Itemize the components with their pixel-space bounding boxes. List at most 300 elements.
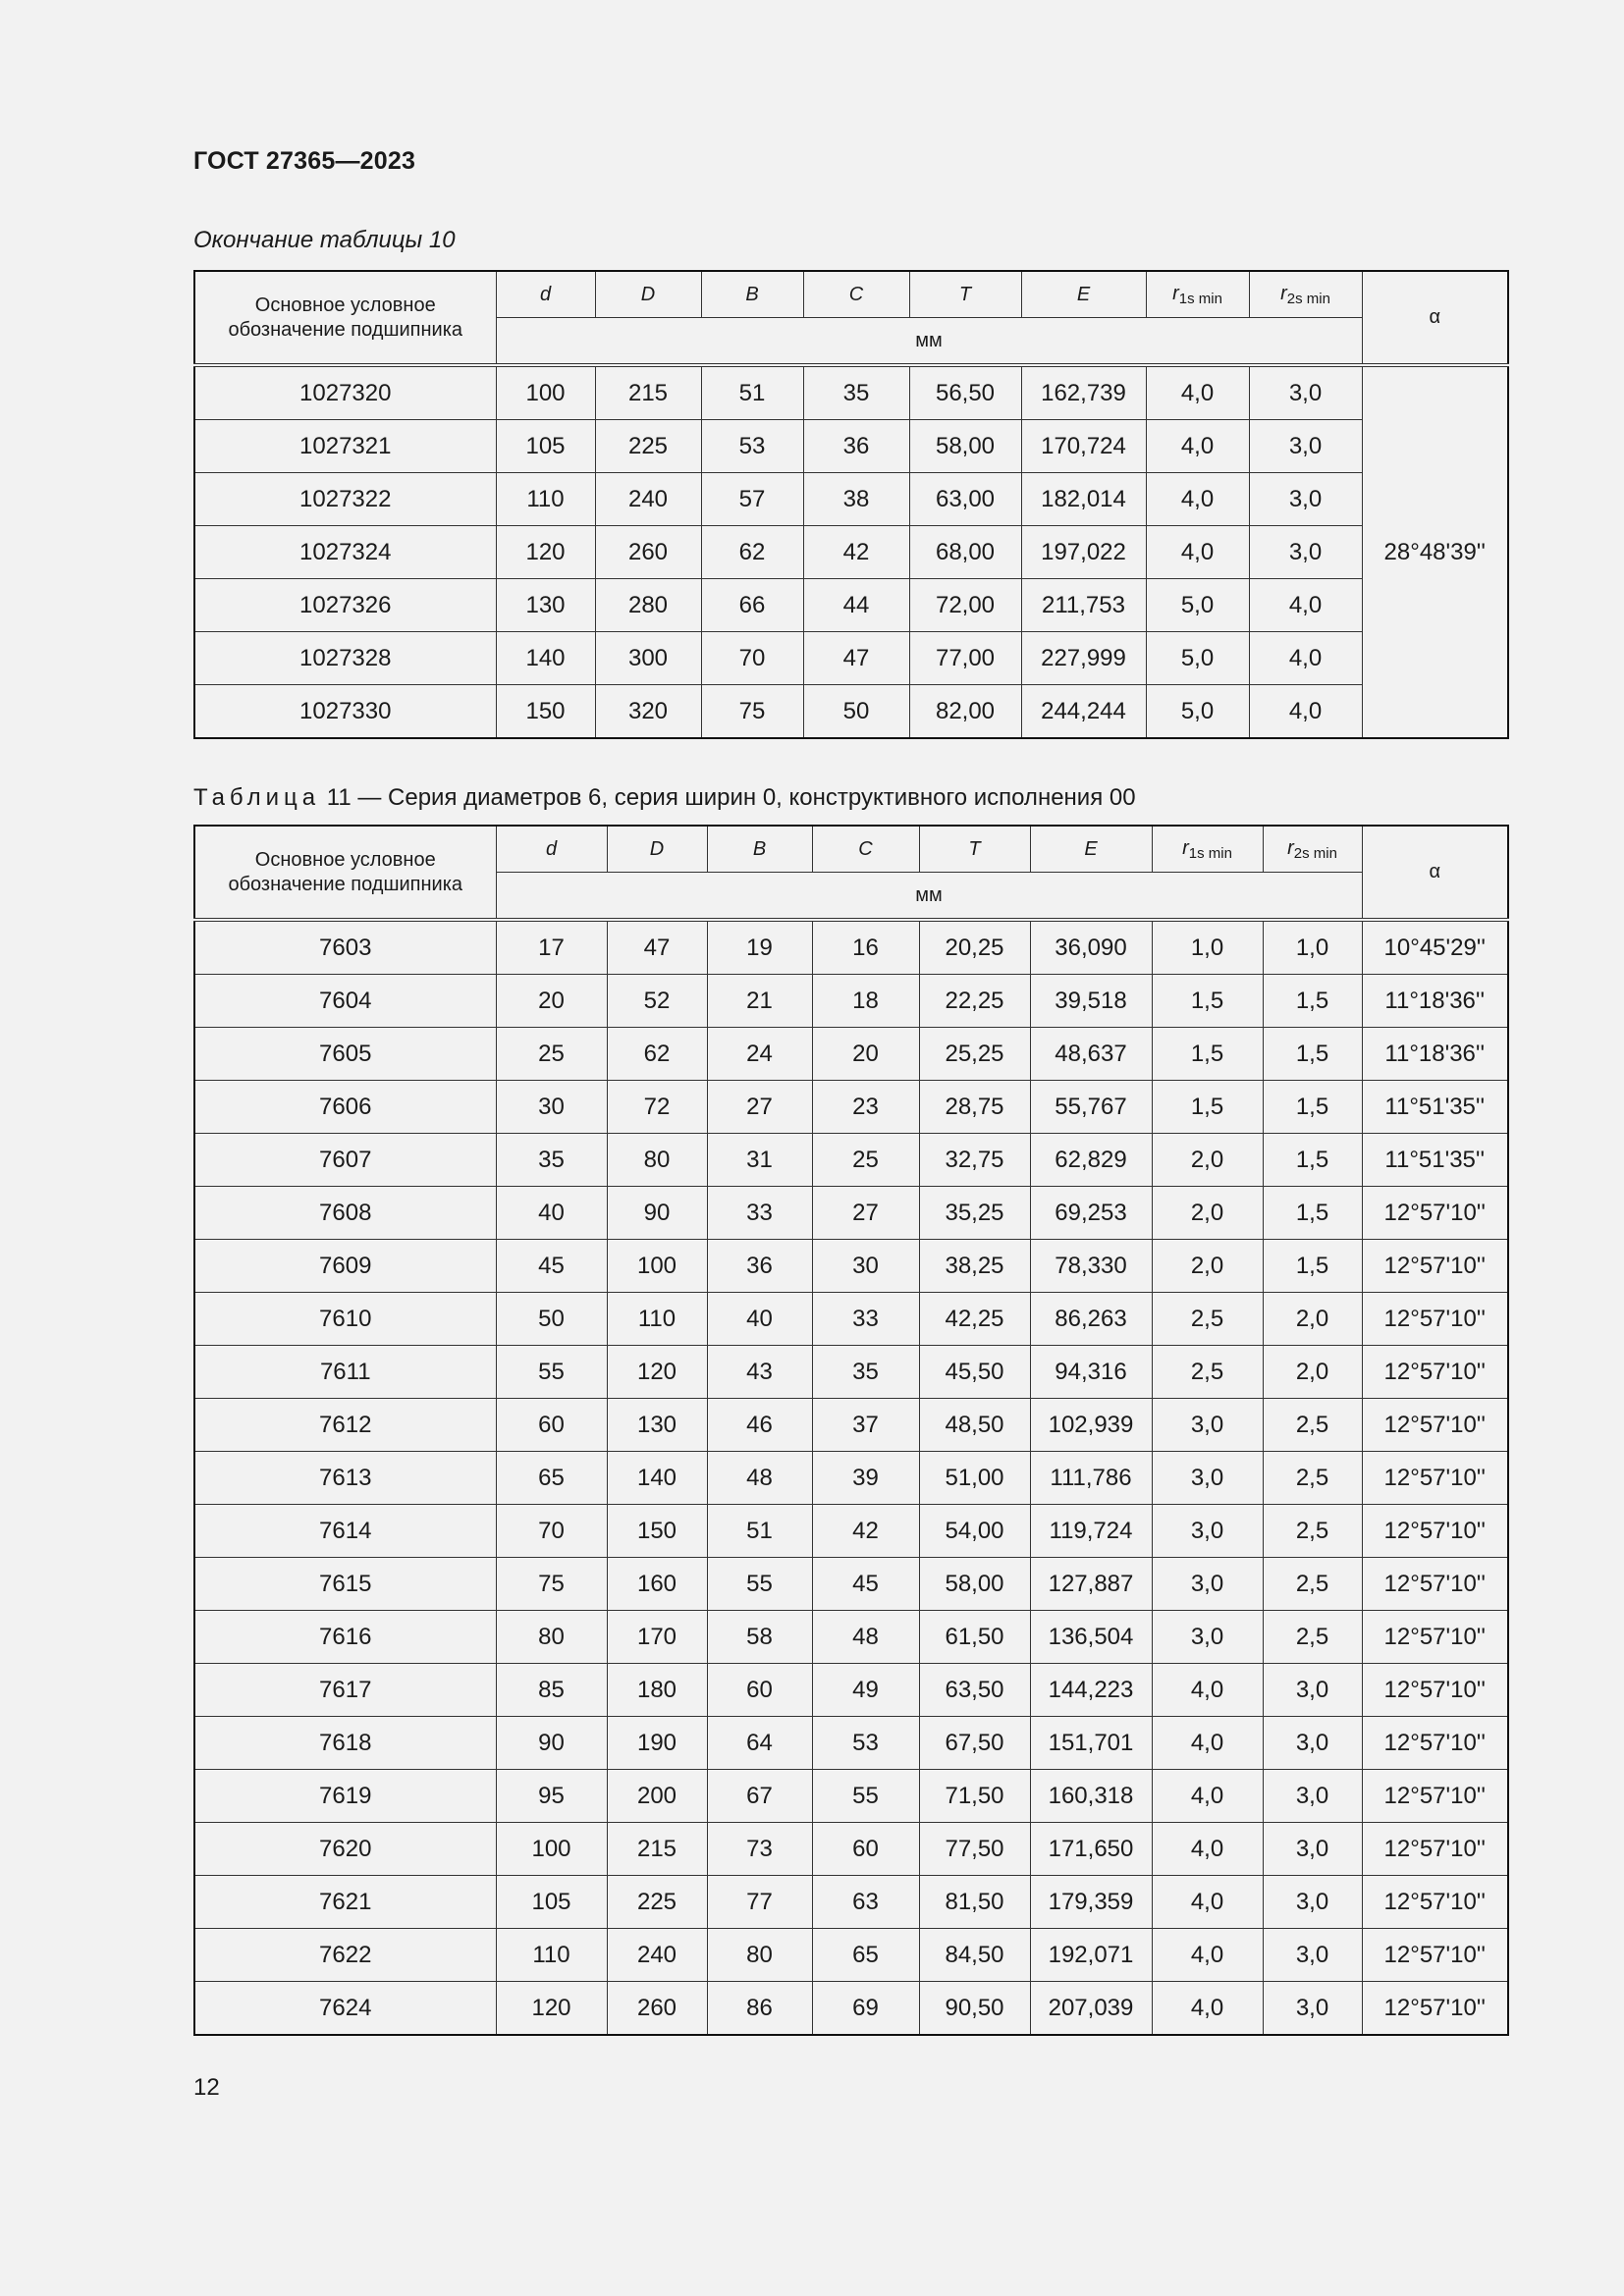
table-cell: 50 xyxy=(803,685,909,739)
table-cell: 51,00 xyxy=(919,1452,1030,1505)
table-cell: 197,022 xyxy=(1021,526,1146,579)
table-row xyxy=(194,526,1508,579)
table-cell: 4,0 xyxy=(1152,1876,1263,1929)
units-header: мм xyxy=(496,318,1362,366)
table-cell: 2,5 xyxy=(1263,1611,1362,1664)
table-cell: 1,5 xyxy=(1263,1187,1362,1240)
table-row xyxy=(194,1717,1508,1770)
table-cell: 144,223 xyxy=(1030,1664,1152,1717)
table-cell: 3,0 xyxy=(1263,1823,1362,1876)
table-cell: 1,0 xyxy=(1152,920,1263,975)
col-D-header: D xyxy=(595,271,701,318)
col-d-header: d xyxy=(496,271,595,318)
table-cell: 1,5 xyxy=(1263,1134,1362,1187)
table-cell: 51 xyxy=(707,1505,812,1558)
table-cell: 207,039 xyxy=(1030,1982,1152,2036)
table-row xyxy=(194,1187,1508,1240)
table-cell: 67 xyxy=(707,1770,812,1823)
alpha-merged-cell: 28°48'39'' xyxy=(1362,365,1508,738)
table-cell: 3,0 xyxy=(1263,1876,1362,1929)
table-cell: 58,00 xyxy=(919,1558,1030,1611)
table-cell: 77,00 xyxy=(909,632,1021,685)
designation-cell: 1027321 xyxy=(194,420,496,473)
table-cell: 68,00 xyxy=(909,526,1021,579)
table-cell: 12°57'10'' xyxy=(1362,1558,1508,1611)
table-cell: 140 xyxy=(496,632,595,685)
table-row xyxy=(194,1664,1508,1717)
table-cell: 45 xyxy=(812,1558,919,1611)
table-cell: 4,0 xyxy=(1249,685,1362,739)
table-cell: 120 xyxy=(496,526,595,579)
table-cell: 25,25 xyxy=(919,1028,1030,1081)
col-B-header: B xyxy=(707,826,812,873)
col-B-header: B xyxy=(701,271,803,318)
designation-cell: 1027330 xyxy=(194,685,496,739)
table-cell: 150 xyxy=(607,1505,707,1558)
table-cell: 63,50 xyxy=(919,1664,1030,1717)
table-cell: 40 xyxy=(707,1293,812,1346)
table-cell: 2,5 xyxy=(1263,1452,1362,1505)
table-row xyxy=(194,975,1508,1028)
table-cell: 25 xyxy=(812,1134,919,1187)
table10-body xyxy=(194,365,1508,738)
col-r1-header: $r_{1s min}$ xyxy=(1152,826,1263,873)
table-cell: 2,5 xyxy=(1263,1505,1362,1558)
table-row xyxy=(194,473,1508,526)
table-cell: 244,244 xyxy=(1021,685,1146,739)
table-cell: 4,0 xyxy=(1249,579,1362,632)
table-cell: 100 xyxy=(496,365,595,420)
designation-cell: 7624 xyxy=(194,1982,496,2036)
table-cell: 150 xyxy=(496,685,595,739)
table-cell: 1,5 xyxy=(1263,975,1362,1028)
table10-caption: Окончание таблицы 10 xyxy=(193,227,456,253)
designation-header: Основное условное обозначение подшипника xyxy=(194,271,496,365)
table-cell: 4,0 xyxy=(1152,1823,1263,1876)
table-cell: 69 xyxy=(812,1982,919,2036)
table-cell: 39,518 xyxy=(1030,975,1152,1028)
table-cell: 12°57'10'' xyxy=(1362,1982,1508,2036)
table-cell: 179,359 xyxy=(1030,1876,1152,1929)
col-r2-header: $r_{2s min}$ xyxy=(1249,271,1362,318)
table-cell: 11°18'36'' xyxy=(1362,1028,1508,1081)
table-row xyxy=(194,1505,1508,1558)
designation-cell: 7607 xyxy=(194,1134,496,1187)
table-cell: 58,00 xyxy=(909,420,1021,473)
table-cell: 1,5 xyxy=(1152,1028,1263,1081)
table-cell: 70 xyxy=(496,1505,607,1558)
table-cell: 12°57'10'' xyxy=(1362,1876,1508,1929)
table-cell: 36 xyxy=(707,1240,812,1293)
table-cell: 49 xyxy=(812,1664,919,1717)
table-cell: 80 xyxy=(607,1134,707,1187)
table-row xyxy=(194,1134,1508,1187)
table-cell: 35 xyxy=(496,1134,607,1187)
table11-caption-label: Таблица xyxy=(193,784,321,811)
table-row xyxy=(194,1823,1508,1876)
table-cell: 170 xyxy=(607,1611,707,1664)
table-cell: 60 xyxy=(707,1664,812,1717)
table-cell: 43 xyxy=(707,1346,812,1399)
table-cell: 22,25 xyxy=(919,975,1030,1028)
table-cell: 12°57'10'' xyxy=(1362,1770,1508,1823)
table-cell: 23 xyxy=(812,1081,919,1134)
designation-cell: 7608 xyxy=(194,1187,496,1240)
table-cell: 4,0 xyxy=(1152,1717,1263,1770)
table-cell: 3,0 xyxy=(1152,1505,1263,1558)
table-cell: 3,0 xyxy=(1263,1770,1362,1823)
table-cell: 2,0 xyxy=(1263,1346,1362,1399)
table-cell: 4,0 xyxy=(1152,1664,1263,1717)
table-cell: 160 xyxy=(607,1558,707,1611)
table-cell: 170,724 xyxy=(1021,420,1146,473)
table-cell: 1,5 xyxy=(1263,1081,1362,1134)
table-cell: 5,0 xyxy=(1146,632,1249,685)
table-cell: 4,0 xyxy=(1146,526,1249,579)
table-row xyxy=(194,1081,1508,1134)
table-cell: 211,753 xyxy=(1021,579,1146,632)
table-cell: 57 xyxy=(701,473,803,526)
designation-cell: 7616 xyxy=(194,1611,496,1664)
table-row xyxy=(194,1876,1508,1929)
table-cell: 38,25 xyxy=(919,1240,1030,1293)
table-cell: 51 xyxy=(701,365,803,420)
designation-cell: 7620 xyxy=(194,1823,496,1876)
table-cell: 12°57'10'' xyxy=(1362,1505,1508,1558)
table-cell: 78,330 xyxy=(1030,1240,1152,1293)
table-cell: 1,5 xyxy=(1152,1081,1263,1134)
table-cell: 75 xyxy=(701,685,803,739)
table-cell: 3,0 xyxy=(1249,526,1362,579)
designation-cell: 7617 xyxy=(194,1664,496,1717)
designation-cell: 7621 xyxy=(194,1876,496,1929)
table-cell: 61,50 xyxy=(919,1611,1030,1664)
table-cell: 56,50 xyxy=(909,365,1021,420)
table-row xyxy=(194,1611,1508,1664)
table-cell: 72 xyxy=(607,1081,707,1134)
table-cell: 54,00 xyxy=(919,1505,1030,1558)
table-cell: 77,50 xyxy=(919,1823,1030,1876)
table-cell: 66 xyxy=(701,579,803,632)
table-cell: 72,00 xyxy=(909,579,1021,632)
table-cell: 12°57'10'' xyxy=(1362,1823,1508,1876)
designation-cell: 7615 xyxy=(194,1558,496,1611)
designation-cell: 1027328 xyxy=(194,632,496,685)
table-row xyxy=(194,685,1508,739)
units-header: мм xyxy=(496,873,1362,921)
table-cell: 33 xyxy=(707,1187,812,1240)
table-cell: 50 xyxy=(496,1293,607,1346)
table-cell: 47 xyxy=(803,632,909,685)
table-cell: 47 xyxy=(607,920,707,975)
designation-cell: 1027326 xyxy=(194,579,496,632)
table-cell: 27 xyxy=(707,1081,812,1134)
table-cell: 81,50 xyxy=(919,1876,1030,1929)
table-cell: 33 xyxy=(812,1293,919,1346)
table-cell: 80 xyxy=(707,1929,812,1982)
table-cell: 35 xyxy=(812,1346,919,1399)
table-cell: 119,724 xyxy=(1030,1505,1152,1558)
table-cell: 62 xyxy=(607,1028,707,1081)
table-cell: 20,25 xyxy=(919,920,1030,975)
table-cell: 3,0 xyxy=(1249,420,1362,473)
table-row xyxy=(194,1452,1508,1505)
table-cell: 3,0 xyxy=(1152,1399,1263,1452)
table-cell: 32,75 xyxy=(919,1134,1030,1187)
table-cell: 62,829 xyxy=(1030,1134,1152,1187)
col-alpha-header: α xyxy=(1362,271,1508,365)
table-cell: 90 xyxy=(607,1187,707,1240)
table-cell: 53 xyxy=(812,1717,919,1770)
table-cell: 95 xyxy=(496,1770,607,1823)
table-cell: 48 xyxy=(707,1452,812,1505)
table-cell: 75 xyxy=(496,1558,607,1611)
table-cell: 77 xyxy=(707,1876,812,1929)
table-cell: 260 xyxy=(607,1982,707,2036)
table-cell: 1,5 xyxy=(1263,1028,1362,1081)
table-cell: 120 xyxy=(496,1982,607,2036)
table-cell: 73 xyxy=(707,1823,812,1876)
table-cell: 2,5 xyxy=(1152,1293,1263,1346)
table-cell: 2,5 xyxy=(1263,1399,1362,1452)
table-cell: 12°57'10'' xyxy=(1362,1346,1508,1399)
table-cell: 4,0 xyxy=(1146,420,1249,473)
table-cell: 65 xyxy=(496,1452,607,1505)
table-cell: 11°51'35'' xyxy=(1362,1081,1508,1134)
table10 xyxy=(193,270,1509,739)
table-cell: 3,0 xyxy=(1263,1717,1362,1770)
table-cell: 190 xyxy=(607,1717,707,1770)
col-alpha-header: α xyxy=(1362,826,1508,920)
table-cell: 18 xyxy=(812,975,919,1028)
table-cell: 30 xyxy=(496,1081,607,1134)
table-cell: 2,0 xyxy=(1152,1134,1263,1187)
col-T-header: T xyxy=(909,271,1021,318)
table-cell: 86 xyxy=(707,1982,812,2036)
designation-cell: 1027324 xyxy=(194,526,496,579)
table-cell: 24 xyxy=(707,1028,812,1081)
table-cell: 160,318 xyxy=(1030,1770,1152,1823)
table-cell: 2,5 xyxy=(1152,1346,1263,1399)
table-cell: 12°57'10'' xyxy=(1362,1293,1508,1346)
table-cell: 38 xyxy=(803,473,909,526)
table-cell: 100 xyxy=(607,1240,707,1293)
table-cell: 55,767 xyxy=(1030,1081,1152,1134)
table-cell: 111,786 xyxy=(1030,1452,1152,1505)
designation-cell: 7609 xyxy=(194,1240,496,1293)
table-cell: 45,50 xyxy=(919,1346,1030,1399)
table-cell: 39 xyxy=(812,1452,919,1505)
table-cell: 300 xyxy=(595,632,701,685)
table-row xyxy=(194,1558,1508,1611)
table-cell: 2,0 xyxy=(1263,1293,1362,1346)
table-cell: 48,50 xyxy=(919,1399,1030,1452)
table-cell: 3,0 xyxy=(1152,1558,1263,1611)
table-cell: 20 xyxy=(812,1028,919,1081)
table-cell: 21 xyxy=(707,975,812,1028)
designation-cell: 7604 xyxy=(194,975,496,1028)
table-cell: 55 xyxy=(496,1346,607,1399)
designation-cell: 7622 xyxy=(194,1929,496,1982)
table-cell: 69,253 xyxy=(1030,1187,1152,1240)
table-cell: 12°57'10'' xyxy=(1362,1611,1508,1664)
table11-body xyxy=(194,920,1508,2035)
table-cell: 105 xyxy=(496,420,595,473)
table-cell: 12°57'10'' xyxy=(1362,1452,1508,1505)
designation-cell: 7619 xyxy=(194,1770,496,1823)
table-cell: 25 xyxy=(496,1028,607,1081)
table-cell: 180 xyxy=(607,1664,707,1717)
table-cell: 35 xyxy=(803,365,909,420)
table-cell: 53 xyxy=(701,420,803,473)
table-cell: 4,0 xyxy=(1152,1929,1263,1982)
designation-cell: 7613 xyxy=(194,1452,496,1505)
table-cell: 58 xyxy=(707,1611,812,1664)
col-C-header: C xyxy=(812,826,919,873)
table-cell: 60 xyxy=(812,1823,919,1876)
table-cell: 90 xyxy=(496,1717,607,1770)
table-cell: 3,0 xyxy=(1152,1611,1263,1664)
table-cell: 240 xyxy=(595,473,701,526)
table-cell: 65 xyxy=(812,1929,919,1982)
table-cell: 200 xyxy=(607,1770,707,1823)
table-cell: 4,0 xyxy=(1249,632,1362,685)
table-row xyxy=(194,420,1508,473)
table-cell: 84,50 xyxy=(919,1929,1030,1982)
table-row xyxy=(194,1399,1508,1452)
table-cell: 5,0 xyxy=(1146,685,1249,739)
table-cell: 151,701 xyxy=(1030,1717,1152,1770)
table-cell: 12°57'10'' xyxy=(1362,1717,1508,1770)
table-cell: 30 xyxy=(812,1240,919,1293)
table-cell: 1,5 xyxy=(1263,1240,1362,1293)
table-cell: 64 xyxy=(707,1717,812,1770)
col-D-header: D xyxy=(607,826,707,873)
table-cell: 42 xyxy=(803,526,909,579)
table-cell: 3,0 xyxy=(1152,1452,1263,1505)
col-r1-header: $r_{1s min}$ xyxy=(1146,271,1249,318)
table-cell: 12°57'10'' xyxy=(1362,1929,1508,1982)
table-cell: 2,0 xyxy=(1152,1187,1263,1240)
table-cell: 11°18'36'' xyxy=(1362,975,1508,1028)
table-cell: 63 xyxy=(812,1876,919,1929)
table-cell: 127,887 xyxy=(1030,1558,1152,1611)
table-cell: 3,0 xyxy=(1249,473,1362,526)
table-cell: 260 xyxy=(595,526,701,579)
table-cell: 3,0 xyxy=(1263,1929,1362,1982)
table-cell: 162,739 xyxy=(1021,365,1146,420)
table-cell: 48,637 xyxy=(1030,1028,1152,1081)
table-cell: 70 xyxy=(701,632,803,685)
table11 xyxy=(193,825,1509,2036)
table-row xyxy=(194,1346,1508,1399)
table-cell: 80 xyxy=(496,1611,607,1664)
table-cell: 105 xyxy=(496,1876,607,1929)
designation-cell: 7611 xyxy=(194,1346,496,1399)
designation-cell: 7603 xyxy=(194,920,496,975)
table-cell: 10°45'29'' xyxy=(1362,920,1508,975)
table-cell: 36 xyxy=(803,420,909,473)
table-cell: 60 xyxy=(496,1399,607,1452)
table-cell: 192,071 xyxy=(1030,1929,1152,1982)
table-cell: 2,0 xyxy=(1152,1240,1263,1293)
col-r2-header: $r_{2s min}$ xyxy=(1263,826,1362,873)
table-cell: 52 xyxy=(607,975,707,1028)
table-cell: 3,0 xyxy=(1249,365,1362,420)
table-row xyxy=(194,632,1508,685)
table-cell: 11°51'35'' xyxy=(1362,1134,1508,1187)
table-row xyxy=(194,1240,1508,1293)
table-cell: 140 xyxy=(607,1452,707,1505)
table-cell: 102,939 xyxy=(1030,1399,1152,1452)
table-cell: 86,263 xyxy=(1030,1293,1152,1346)
table-cell: 4,0 xyxy=(1146,365,1249,420)
table-cell: 320 xyxy=(595,685,701,739)
col-d-header: d xyxy=(496,826,607,873)
table-cell: 12°57'10'' xyxy=(1362,1399,1508,1452)
table-cell: 4,0 xyxy=(1146,473,1249,526)
table-cell: 85 xyxy=(496,1664,607,1717)
table-cell: 12°57'10'' xyxy=(1362,1664,1508,1717)
table-cell: 1,0 xyxy=(1263,920,1362,975)
table-cell: 240 xyxy=(607,1929,707,1982)
table-cell: 130 xyxy=(496,579,595,632)
designation-header: Основное условное обозначение подшипника xyxy=(194,826,496,920)
table-cell: 227,999 xyxy=(1021,632,1146,685)
table-cell: 19 xyxy=(707,920,812,975)
table-cell: 4,0 xyxy=(1152,1982,1263,2036)
table-cell: 55 xyxy=(812,1770,919,1823)
table-cell: 67,50 xyxy=(919,1717,1030,1770)
table-cell: 2,5 xyxy=(1263,1558,1362,1611)
table-cell: 110 xyxy=(496,1929,607,1982)
table-cell: 3,0 xyxy=(1263,1664,1362,1717)
table-cell: 3,0 xyxy=(1263,1982,1362,2036)
designation-cell: 7605 xyxy=(194,1028,496,1081)
designation-cell: 7610 xyxy=(194,1293,496,1346)
page-number: 12 xyxy=(193,2074,220,2101)
table-cell: 215 xyxy=(595,365,701,420)
table-cell: 12°57'10'' xyxy=(1362,1240,1508,1293)
table-cell: 48 xyxy=(812,1611,919,1664)
table-cell: 12°57'10'' xyxy=(1362,1187,1508,1240)
designation-cell: 7606 xyxy=(194,1081,496,1134)
table-cell: 94,316 xyxy=(1030,1346,1152,1399)
table-cell: 171,650 xyxy=(1030,1823,1152,1876)
table-cell: 20 xyxy=(496,975,607,1028)
table-cell: 136,504 xyxy=(1030,1611,1152,1664)
col-E-header: E xyxy=(1021,271,1146,318)
table-cell: 35,25 xyxy=(919,1187,1030,1240)
designation-cell: 7618 xyxy=(194,1717,496,1770)
designation-cell: 1027322 xyxy=(194,473,496,526)
table-row xyxy=(194,1028,1508,1081)
table-cell: 28,75 xyxy=(919,1081,1030,1134)
table-cell: 225 xyxy=(595,420,701,473)
col-C-header: C xyxy=(803,271,909,318)
table-row xyxy=(194,1929,1508,1982)
table-cell: 82,00 xyxy=(909,685,1021,739)
designation-cell: 7614 xyxy=(194,1505,496,1558)
table-cell: 42 xyxy=(812,1505,919,1558)
table-cell: 63,00 xyxy=(909,473,1021,526)
table-cell: 16 xyxy=(812,920,919,975)
table-cell: 31 xyxy=(707,1134,812,1187)
table-row xyxy=(194,1293,1508,1346)
table-cell: 110 xyxy=(496,473,595,526)
table-cell: 182,014 xyxy=(1021,473,1146,526)
table-cell: 90,50 xyxy=(919,1982,1030,2036)
